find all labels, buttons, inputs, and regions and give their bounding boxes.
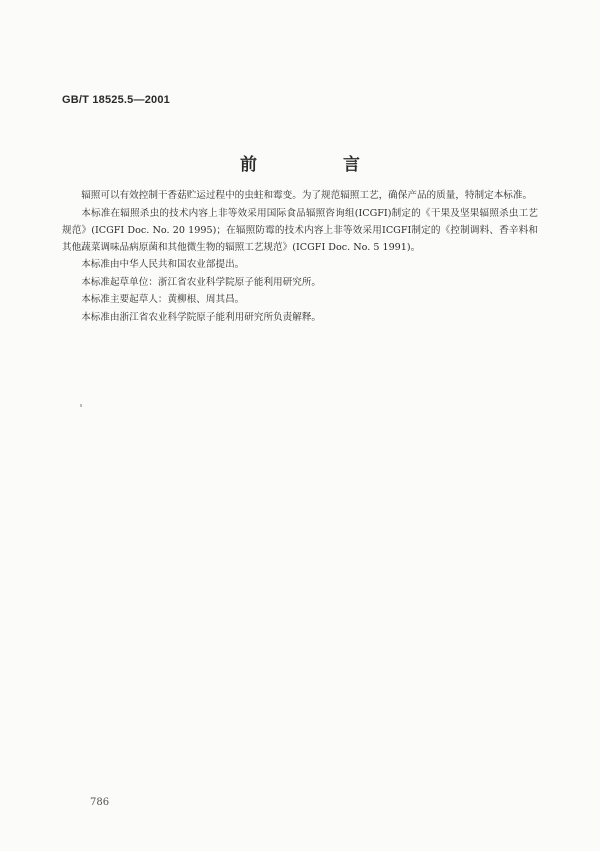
page-title: 前 言: [240, 155, 400, 175]
paragraph: 辐照可以有效控制干香菇贮运过程中的虫蛀和霉变。为了规范辐照工艺，确保产品的质量，特制定本标准。: [81, 190, 533, 201]
paragraph: 本标准由浙江省农业科学院原子能利用研究所负责解释。: [81, 311, 322, 323]
paragraph: 本标准主要起草人：黄柳根、周其昌。: [81, 294, 245, 306]
scan-artifact: [80, 404, 82, 407]
foreword-body: [62, 187, 538, 327]
paragraph: 本标准起草单位：浙江省农业科学院原子能利用研究所。: [81, 276, 322, 288]
standard-code: GB/T 18525.5—2001: [62, 94, 170, 106]
paragraph: 本标准在辐照杀虫的技术内容上非等效采用国际食品辐照咨询组(ICGFI)制定的《干果及坚果辐照杀虫工艺规范》(ICGFI Doc. No. 20 1995)；在辐照防霉的技术内容上非等效采用ICGFI制定的《控制调料、香辛料和其他蔬菜调味品病原菌和其他微生物的辐照工艺规范》(ICGFI Doc. No. 5 1991)。: [62, 207, 538, 253]
page-number: 786: [90, 797, 110, 808]
paragraph: 本标准由中华人民共和国农业部提出。: [81, 259, 245, 271]
